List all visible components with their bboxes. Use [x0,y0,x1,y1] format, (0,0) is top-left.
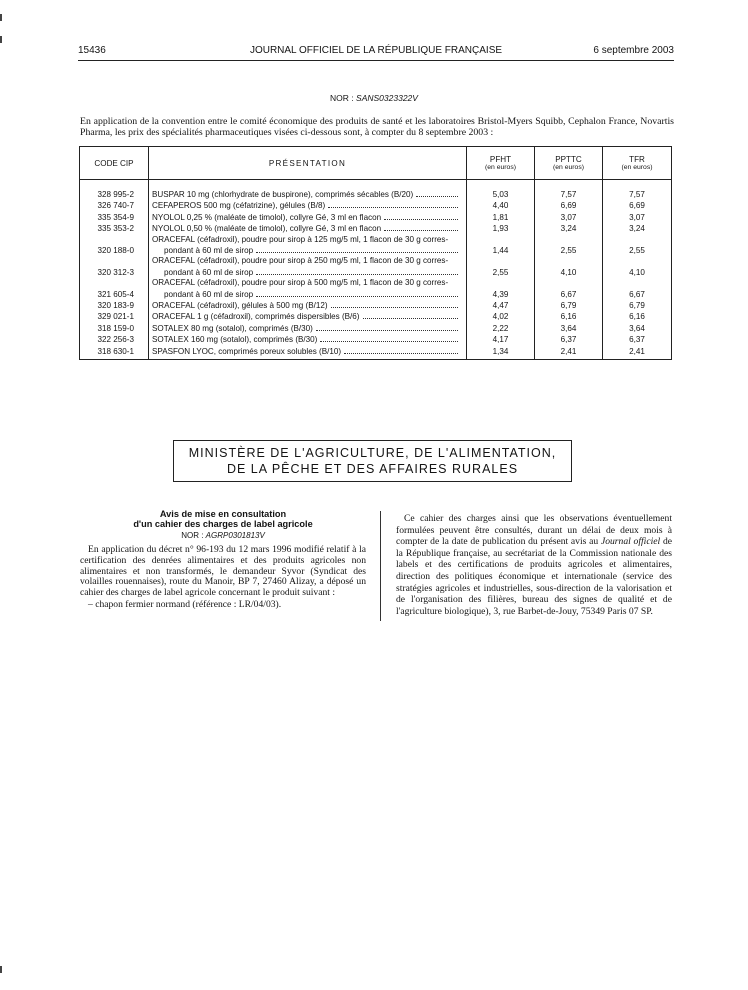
cell-tfr: 2,55 [603,235,672,257]
cell-code-cip: 335 354-9 [80,212,149,223]
presentation-text: ORACEFAL 1 g (céfadroxil), comprimés dispersibles (B/6) [152,312,360,322]
presentation-line1 [152,223,463,234]
cell-code-cip: 318 159-0 [80,323,149,334]
table-row [80,300,672,311]
presentation-text: CEFAPEROS 500 mg (céfatrizine), gélules (B/8) [152,201,326,211]
cell-pfht: 1,81 [467,212,535,223]
avis-nor-code: AGRP0301813V [205,530,265,540]
cell-ppttc: 6,67 [535,278,603,300]
intro-paragraph: En application de la convention entre le comité économique des produits de santé et les laboratoires Bristol-Myers Squibb, Cephalon France, Novartis Pharma, les prix des spécialités pharmaceutiques visées ci-dessous sont, à compter du 8 septembre 2003 : [80,116,674,138]
presentation-line1 [152,311,463,322]
cell-ppttc: 4,10 [535,256,603,278]
cell-presentation [149,189,467,200]
leader-dots [344,346,458,354]
cell-tfr: 3,07 [603,212,672,223]
leader-dots [256,267,458,275]
cell-presentation [149,300,467,311]
header-ppttc [535,147,603,180]
table-row [80,334,672,345]
presentation-text-continued: pondant à 60 ml de sirop [164,289,254,299]
cell-code-cip: 326 740-7 [80,200,149,211]
header-rule [78,60,674,61]
presentation-line1 [152,235,463,245]
header-pfht-unit: (en euros) [485,164,516,171]
avis-product-item: – chapon fermier normand (référence : LR/04/03). [88,599,282,611]
avis-right-text-end: de la République française, au secrétariat de la Commission nationale des labels et des certifications de produits agricoles et alimentaires, direction des politiques économique et internationale (service des stratégies agricoles et industrielles, sous-direction de la valorisation et de l'organisation des filières, bureau des signes de qualité et de l'agriculture biologique), 3, rue Barbet-de-Jouy, 75349 Paris 07 SP. [396,536,672,617]
presentation-text: SOTALEX 80 mg (sotalol), comprimés (B/30) [152,323,313,333]
page-header [78,45,674,59]
ministry-heading-line2: DE LA PÊCHE ET DES AFFAIRES RURALES [226,462,519,476]
presentation-text-continued: pondant à 60 ml de sirop [164,246,254,256]
presentation-line2 [152,245,463,256]
cell-tfr: 3,64 [603,323,672,334]
cell-code-cip: 318 630-1 [80,346,149,360]
leader-dots [363,311,458,319]
header-ppttc-unit: (en euros) [553,164,584,171]
table-row [80,189,672,200]
margin-mark [0,14,2,21]
cell-tfr: 6,79 [603,300,672,311]
cell-code-cip: 320 312-3 [80,256,149,278]
cell-pfht: 1,34 [467,346,535,360]
cell-presentation [149,346,467,360]
cell-code-cip: 321 605-4 [80,278,149,300]
presentation-line1 [152,346,463,357]
cell-ppttc: 2,41 [535,346,603,360]
cell-presentation [149,278,467,300]
presentation-text: ORACEFAL (céfadroxil), poudre pour sirop à 500 mg/5 ml, 1 flacon de 30 g corres- [152,278,449,288]
cell-presentation [149,200,467,211]
price-table [79,146,672,360]
header-pfht [467,147,535,180]
leader-dots [256,245,458,253]
cell-ppttc: 3,24 [535,223,603,234]
leader-dots [316,323,458,331]
avis-right-text-start: Ce cahier des charges ainsi que les observations éventuellement formulées peuvent être consultés, durant un délai de deux mois à compter de la date de publication du présent avis au [396,513,672,548]
cell-code-cip: 320 183-9 [80,300,149,311]
cell-tfr: 6,16 [603,311,672,322]
presentation-text: SOTALEX 160 mg (sotalol), comprimés (B/30) [152,335,318,345]
table-row [80,200,672,211]
page-number: 15436 [78,45,106,56]
avis-right-journal-italic: Journal officiel [600,536,661,548]
presentation-line1 [152,300,463,311]
issue-date: 6 septembre 2003 [593,45,674,56]
leader-dots [331,300,458,308]
table-row [80,223,672,234]
avis-nor-label: NOR : [181,530,204,540]
presentation-line1 [152,323,463,334]
cell-pfht: 2,55 [467,256,535,278]
cell-ppttc: 3,64 [535,323,603,334]
presentation-line2 [152,267,463,278]
table-row [80,278,672,300]
journal-title: JOURNAL OFFICIEL DE LA RÉPUBLIQUE FRANÇAISE [249,45,503,56]
table-row [80,323,672,334]
cell-presentation [149,311,467,322]
leader-dots [320,334,458,342]
presentation-line1 [152,278,463,288]
presentation-text-continued: pondant à 60 ml de sirop [164,267,254,277]
presentation-line2 [152,289,463,300]
cell-presentation [149,334,467,345]
cell-ppttc: 3,07 [535,212,603,223]
presentation-text: NYOLOL 0,25 % (maléate de timolol), collyre Gé, 3 ml en flacon [152,212,382,222]
presentation-text: BUSPAR 10 mg (chlorhydrate de buspirone), comprimés sécables (B/20) [152,190,414,199]
leader-dots [384,223,458,231]
cell-code-cip: 320 188-0 [80,235,149,257]
cell-ppttc: 6,69 [535,200,603,211]
price-table-body [80,180,672,360]
cell-presentation [149,323,467,334]
cell-ppttc: 7,57 [535,189,603,200]
cell-pfht: 1,93 [467,223,535,234]
column-divider [380,511,381,621]
avis-left-column [80,509,366,611]
cell-code-cip: 329 021-1 [80,311,149,322]
nor-label: NOR : [330,93,354,103]
presentation-text: SPASFON LYOC, comprimés poreux solubles (B/10) [152,346,342,356]
cell-tfr: 6,37 [603,334,672,345]
presentation-line1 [152,256,463,266]
table-row [80,235,672,257]
cell-ppttc: 2,55 [535,235,603,257]
cell-presentation [149,212,467,223]
table-row [80,212,672,223]
ministry-heading-box [173,440,572,482]
presentation-line1 [152,334,463,345]
header-ppttc-label: PPTTC [555,155,582,164]
header-pfht-label: PFHT [489,155,512,164]
presentation-text: NYOLOL 0,50 % (maléate de timolol), collyre Gé, 3 ml en flacon [152,224,382,234]
table-row [80,346,672,360]
cell-pfht: 4,02 [467,311,535,322]
margin-mark [0,966,2,973]
nor-code: SANS0323322V [356,93,418,103]
cell-pfht: 4,40 [467,200,535,211]
cell-code-cip: 328 995-2 [80,189,149,200]
cell-presentation [149,223,467,234]
margin-mark [0,36,2,43]
table-row [80,311,672,322]
table-spacer-row [80,180,672,190]
avis-nor [80,531,366,542]
header-tfr [603,147,672,180]
presentation-text: ORACEFAL (céfadroxil), poudre pour sirop à 250 mg/5 ml, 1 flacon de 30 g corres- [152,256,449,266]
cell-ppttc: 6,16 [535,311,603,322]
leader-dots [328,200,458,208]
cell-tfr: 6,69 [603,200,672,211]
presentation-line1 [152,212,463,223]
header-tfr-label: TFR [629,155,645,164]
presentation-text: ORACEFAL (céfadroxil), poudre pour sirop à 125 mg/5 ml, 1 flacon de 30 g corres- [152,234,449,244]
cell-tfr: 2,41 [603,346,672,360]
presentation-line1 [152,200,463,211]
cell-tfr: 7,57 [603,189,672,200]
cell-code-cip: 335 353-2 [80,223,149,234]
cell-ppttc: 6,79 [535,300,603,311]
cell-pfht: 4,47 [467,300,535,311]
cell-pfht: 4,39 [467,278,535,300]
leader-dots [384,212,458,220]
table-header-row [80,147,672,180]
avis-title-line2: d'un cahier des charges de label agricole [133,519,313,530]
cell-tfr: 3,24 [603,223,672,234]
cell-code-cip: 322 256-3 [80,334,149,345]
cell-ppttc: 6,37 [535,334,603,345]
table-row [80,256,672,278]
presentation-text: ORACEFAL (céfadroxil), gélules à 500 mg (B/12) [152,301,328,311]
cell-pfht: 5,03 [467,189,535,200]
leader-dots [256,289,458,297]
nor-reference-top [0,93,748,103]
cell-pfht: 2,22 [467,323,535,334]
cell-tfr: 4,10 [603,256,672,278]
ministry-heading-line1: MINISTÈRE DE L'AGRICULTURE, DE L'ALIMENTATION, [188,446,557,460]
header-code-cip: CODE CIP [80,147,149,180]
cell-tfr: 6,67 [603,278,672,300]
header-tfr-unit: (en euros) [621,164,653,171]
presentation-line1 [152,189,463,200]
avis-right-column [396,513,672,617]
cell-presentation [149,235,467,257]
avis-paragraph: En application du décret n° 96-193 du 12 mars 1996 modifié relatif à la certification des denrées alimentaires et des produits agricoles non alimentaires et non transformés, le demandeur Syvor (Syndicat des volailles rouennaises), route du Manoir, BP 7, 27460 Alizay, a déposé un cahier des charges de label agricole concernant le produit suivant : [80,544,366,598]
leader-dots [416,189,458,197]
avis-title-line1: Avis de mise en consultation [159,509,287,519]
cell-presentation [149,256,467,278]
cell-pfht: 1,44 [467,235,535,257]
cell-pfht: 4,17 [467,334,535,345]
header-presentation: PRÉSENTATION [149,147,467,180]
